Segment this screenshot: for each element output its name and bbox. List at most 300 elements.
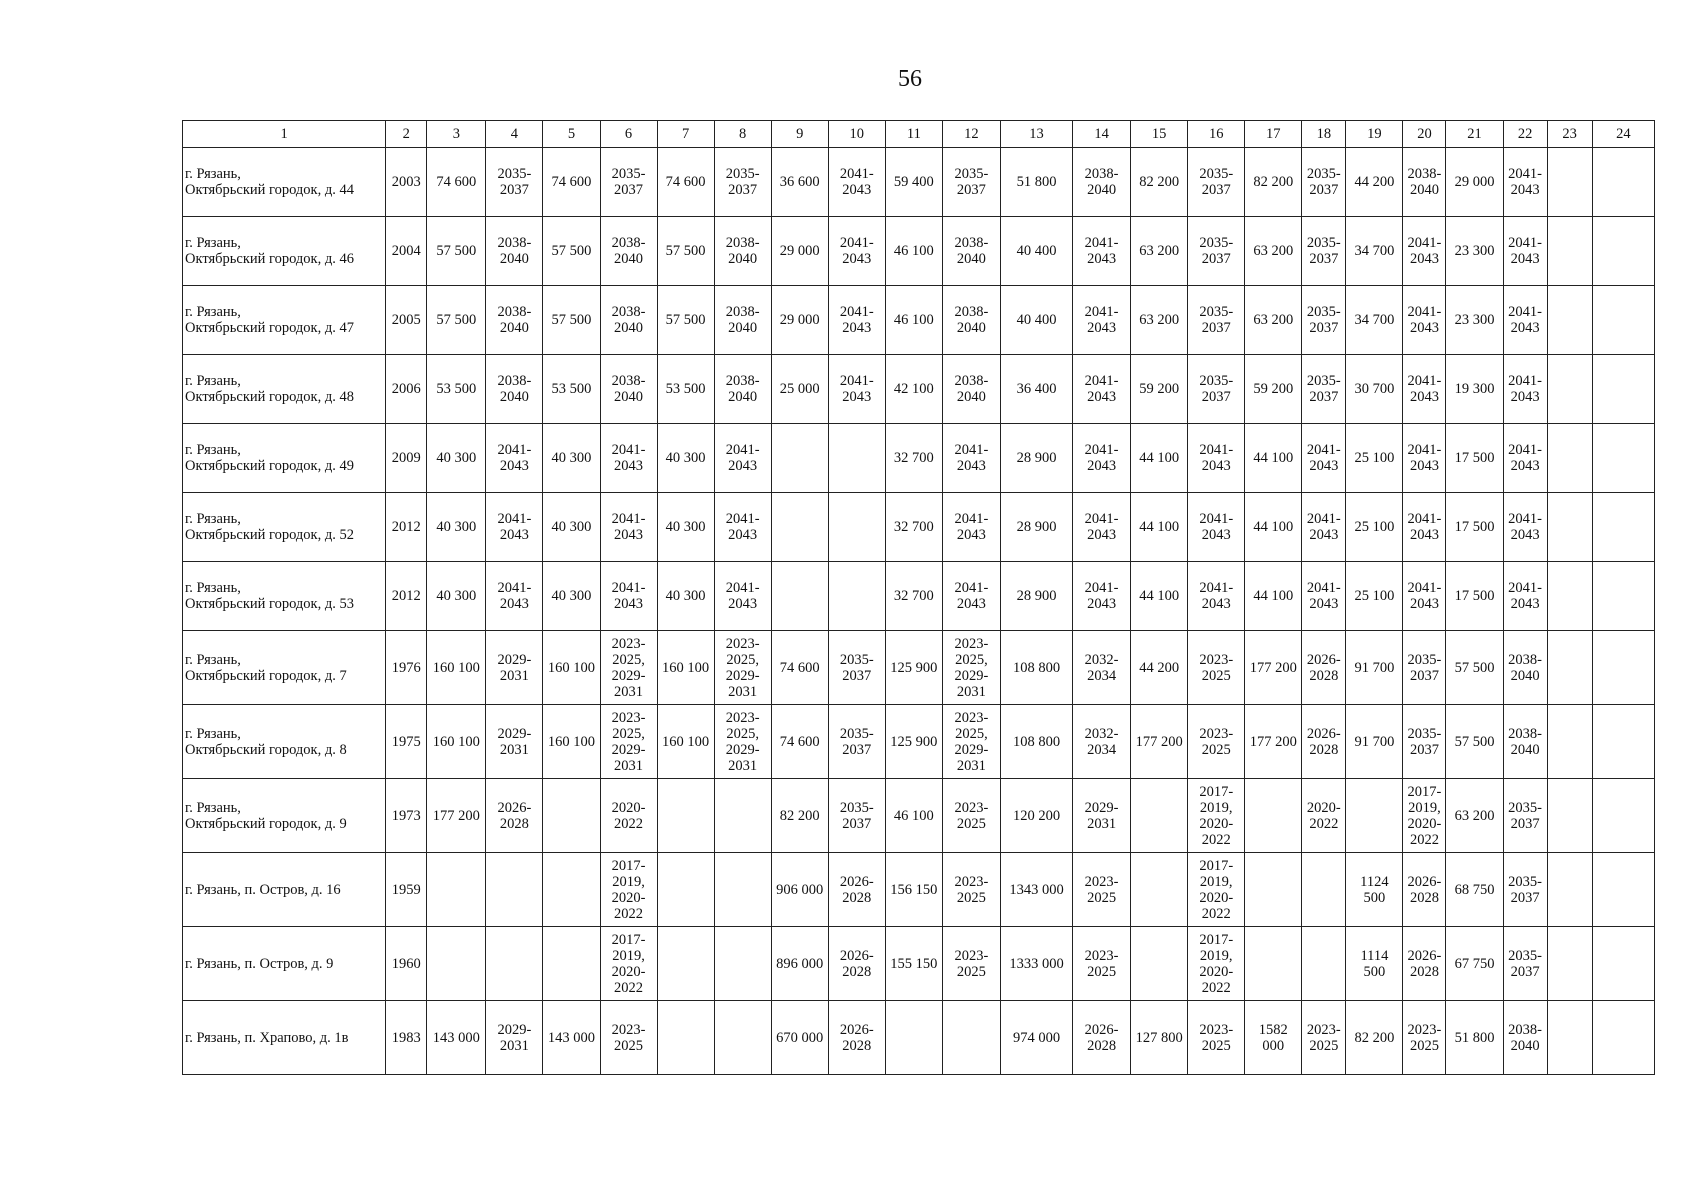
header-cell: 21 bbox=[1446, 121, 1503, 148]
table-cell: 2029- 2031 bbox=[1073, 779, 1131, 853]
table-cell bbox=[1245, 927, 1302, 1001]
table-cell: 44 200 bbox=[1346, 148, 1403, 217]
table-cell: 2029- 2031 bbox=[486, 631, 543, 705]
table-cell: 2003 bbox=[386, 148, 427, 217]
table-row bbox=[183, 148, 1655, 217]
table-cell: 2023- 2025 bbox=[1073, 927, 1131, 1001]
table-cell: 53 500 bbox=[657, 355, 714, 424]
table-cell: 32 700 bbox=[885, 493, 942, 562]
table-cell: 2041- 2043 bbox=[1403, 217, 1446, 286]
table-cell: 2041- 2043 bbox=[1188, 562, 1245, 631]
table-cell: 82 200 bbox=[1131, 148, 1188, 217]
table-cell: 51 800 bbox=[1000, 148, 1072, 217]
table-cell: 2035- 2037 bbox=[1503, 927, 1547, 1001]
table-cell bbox=[714, 853, 771, 927]
table-cell: 40 300 bbox=[427, 493, 486, 562]
table-cell: 25 100 bbox=[1346, 424, 1403, 493]
table-cell: 74 600 bbox=[771, 631, 828, 705]
table-cell: 2035- 2037 bbox=[486, 148, 543, 217]
page-number: 56 bbox=[898, 66, 922, 92]
table-cell: 2038- 2040 bbox=[600, 355, 657, 424]
table-cell: 896 000 bbox=[771, 927, 828, 1001]
table-cell: 44 100 bbox=[1245, 562, 1302, 631]
header-cell: 2 bbox=[386, 121, 427, 148]
table-cell: 2032- 2034 bbox=[1073, 631, 1131, 705]
address-cell: г. Рязань, Октябрьский городок, д. 49 bbox=[183, 424, 386, 493]
table-cell: 2041- 2043 bbox=[1188, 424, 1245, 493]
table-cell: 2041- 2043 bbox=[1503, 286, 1547, 355]
table-cell: 2041- 2043 bbox=[942, 493, 1000, 562]
table-cell bbox=[486, 927, 543, 1001]
table-cell: 2017- 2019, 2020- 2022 bbox=[1188, 927, 1245, 1001]
table-cell: 44 100 bbox=[1131, 562, 1188, 631]
table-cell: 2041- 2043 bbox=[1403, 286, 1446, 355]
table-cell bbox=[1547, 1001, 1592, 1075]
header-cell: 24 bbox=[1592, 121, 1654, 148]
table-cell: 2023- 2025, 2029- 2031 bbox=[600, 705, 657, 779]
table-cell: 2035- 2037 bbox=[1302, 355, 1346, 424]
address-cell: г. Рязань, Октябрьский городок, д. 7 bbox=[183, 631, 386, 705]
table-cell bbox=[1547, 286, 1592, 355]
table-cell: 23 300 bbox=[1446, 286, 1503, 355]
table-cell: 125 900 bbox=[885, 705, 942, 779]
table-cell: 160 100 bbox=[657, 705, 714, 779]
table-cell: 59 400 bbox=[885, 148, 942, 217]
table-cell: 2023- 2025 bbox=[942, 853, 1000, 927]
table-cell: 2041- 2043 bbox=[1503, 148, 1547, 217]
table-cell: 2041- 2043 bbox=[1188, 493, 1245, 562]
table-cell: 2041- 2043 bbox=[1073, 355, 1131, 424]
table-cell: 2041- 2043 bbox=[714, 493, 771, 562]
table-cell: 2035- 2037 bbox=[714, 148, 771, 217]
table-cell bbox=[771, 562, 828, 631]
table-cell: 28 900 bbox=[1000, 562, 1072, 631]
table-cell: 68 750 bbox=[1446, 853, 1503, 927]
table-cell bbox=[1547, 148, 1592, 217]
table-row bbox=[183, 1001, 1655, 1075]
table-cell: 1124 500 bbox=[1346, 853, 1403, 927]
table-cell: 44 100 bbox=[1245, 424, 1302, 493]
table-cell: 2029- 2031 bbox=[486, 1001, 543, 1075]
table-cell: 2041- 2043 bbox=[828, 148, 885, 217]
table-cell: 2038- 2040 bbox=[486, 217, 543, 286]
header-cell: 4 bbox=[486, 121, 543, 148]
table-cell: 127 800 bbox=[1131, 1001, 1188, 1075]
table-cell: 2038- 2040 bbox=[486, 355, 543, 424]
table-cell: 670 000 bbox=[771, 1001, 828, 1075]
table-cell: 57 500 bbox=[657, 217, 714, 286]
table-row bbox=[183, 493, 1655, 562]
table-cell: 44 100 bbox=[1131, 424, 1188, 493]
table-cell: 2041- 2043 bbox=[1073, 286, 1131, 355]
table-cell: 155 150 bbox=[885, 927, 942, 1001]
table-cell: 91 700 bbox=[1346, 631, 1403, 705]
table-cell: 57 500 bbox=[427, 286, 486, 355]
table-cell bbox=[1547, 631, 1592, 705]
table-cell: 2023- 2025 bbox=[1403, 1001, 1446, 1075]
table-cell: 2038- 2040 bbox=[714, 286, 771, 355]
table-cell: 17 500 bbox=[1446, 424, 1503, 493]
table-row bbox=[183, 424, 1655, 493]
table-cell bbox=[1547, 217, 1592, 286]
table-cell: 177 200 bbox=[1245, 631, 1302, 705]
header-cell: 15 bbox=[1131, 121, 1188, 148]
table-cell bbox=[1547, 779, 1592, 853]
address-cell: г. Рязань, Октябрьский городок, д. 9 bbox=[183, 779, 386, 853]
table-cell: 1973 bbox=[386, 779, 427, 853]
table-cell bbox=[657, 1001, 714, 1075]
address-cell: г. Рязань, Октябрьский городок, д. 53 bbox=[183, 562, 386, 631]
table-cell: 2041- 2043 bbox=[1073, 493, 1131, 562]
header-cell: 6 bbox=[600, 121, 657, 148]
table-row bbox=[183, 562, 1655, 631]
table-cell bbox=[543, 853, 600, 927]
table-cell: 74 600 bbox=[657, 148, 714, 217]
table-cell bbox=[828, 424, 885, 493]
table-cell: 2017- 2019, 2020- 2022 bbox=[600, 853, 657, 927]
table-cell: 63 200 bbox=[1131, 217, 1188, 286]
table-cell bbox=[1547, 424, 1592, 493]
table-cell: 2035- 2037 bbox=[1302, 217, 1346, 286]
table-cell: 108 800 bbox=[1000, 705, 1072, 779]
address-cell: г. Рязань, п. Остров, д. 16 bbox=[183, 853, 386, 927]
table-cell: 120 200 bbox=[1000, 779, 1072, 853]
table-cell bbox=[486, 853, 543, 927]
table-cell: 40 300 bbox=[427, 424, 486, 493]
header-cell: 18 bbox=[1302, 121, 1346, 148]
table-cell: 2005 bbox=[386, 286, 427, 355]
table-cell: 28 900 bbox=[1000, 424, 1072, 493]
table-cell: 2038- 2040 bbox=[1503, 631, 1547, 705]
header-cell: 10 bbox=[828, 121, 885, 148]
table-cell: 108 800 bbox=[1000, 631, 1072, 705]
table-cell: 2026- 2028 bbox=[1073, 1001, 1131, 1075]
table-cell bbox=[657, 927, 714, 1001]
table-cell bbox=[1245, 853, 1302, 927]
table-cell bbox=[1592, 217, 1654, 286]
table-row bbox=[183, 355, 1655, 424]
table-cell: 2026- 2028 bbox=[1403, 853, 1446, 927]
table-cell: 57 500 bbox=[657, 286, 714, 355]
table-cell bbox=[427, 927, 486, 1001]
table-cell: 2023- 2025 bbox=[1073, 853, 1131, 927]
table-cell: 67 750 bbox=[1446, 927, 1503, 1001]
table-cell: 2041- 2043 bbox=[600, 424, 657, 493]
table-cell bbox=[828, 562, 885, 631]
header-cell: 16 bbox=[1188, 121, 1245, 148]
table-cell: 1960 bbox=[386, 927, 427, 1001]
table-cell: 2023- 2025, 2029- 2031 bbox=[942, 705, 1000, 779]
table-cell: 32 700 bbox=[885, 562, 942, 631]
table-cell: 40 400 bbox=[1000, 286, 1072, 355]
table-cell bbox=[828, 493, 885, 562]
table-cell: 2035- 2037 bbox=[828, 779, 885, 853]
table-cell: 2041- 2043 bbox=[1302, 562, 1346, 631]
table-cell: 40 400 bbox=[1000, 217, 1072, 286]
table-row bbox=[183, 927, 1655, 1001]
table-cell bbox=[1592, 562, 1654, 631]
table-cell: 2035- 2037 bbox=[942, 148, 1000, 217]
table-cell: 2023- 2025 bbox=[1188, 1001, 1245, 1075]
table-cell: 51 800 bbox=[1446, 1001, 1503, 1075]
table-cell bbox=[1547, 355, 1592, 424]
table-cell: 1975 bbox=[386, 705, 427, 779]
table-cell: 2041- 2043 bbox=[828, 286, 885, 355]
table-cell: 46 100 bbox=[885, 286, 942, 355]
table-cell: 2038- 2040 bbox=[1073, 148, 1131, 217]
table-cell: 29 000 bbox=[771, 217, 828, 286]
table-cell: 2006 bbox=[386, 355, 427, 424]
table-cell: 2041- 2043 bbox=[600, 493, 657, 562]
table-cell: 2035- 2037 bbox=[1188, 217, 1245, 286]
table-cell: 2038- 2040 bbox=[600, 217, 657, 286]
table-cell: 2035- 2037 bbox=[1188, 148, 1245, 217]
table-cell: 2004 bbox=[386, 217, 427, 286]
table-cell: 2041- 2043 bbox=[1403, 562, 1446, 631]
table-cell bbox=[1245, 779, 1302, 853]
table-cell: 1333 000 bbox=[1000, 927, 1072, 1001]
table-cell: 2038- 2040 bbox=[942, 286, 1000, 355]
table-cell: 2023- 2025 bbox=[1302, 1001, 1346, 1075]
table-cell: 19 300 bbox=[1446, 355, 1503, 424]
table-cell bbox=[1547, 562, 1592, 631]
table-cell: 82 200 bbox=[1346, 1001, 1403, 1075]
table-cell: 2041- 2043 bbox=[1503, 562, 1547, 631]
table-cell bbox=[1302, 927, 1346, 1001]
header-cell: 17 bbox=[1245, 121, 1302, 148]
table-cell: 2035- 2037 bbox=[1302, 148, 1346, 217]
table-cell bbox=[1131, 779, 1188, 853]
table-cell: 42 100 bbox=[885, 355, 942, 424]
table-cell: 53 500 bbox=[427, 355, 486, 424]
table-cell: 25 100 bbox=[1346, 562, 1403, 631]
table-cell: 2023- 2025, 2029- 2031 bbox=[942, 631, 1000, 705]
table-cell: 2035- 2037 bbox=[1188, 286, 1245, 355]
table-cell bbox=[1592, 927, 1654, 1001]
table-cell: 2023- 2025, 2029- 2031 bbox=[600, 631, 657, 705]
table-cell: 63 200 bbox=[1245, 286, 1302, 355]
table-cell: 2020- 2022 bbox=[1302, 779, 1346, 853]
table-cell: 74 600 bbox=[771, 705, 828, 779]
table-cell: 2023- 2025 bbox=[600, 1001, 657, 1075]
table-cell: 2023- 2025, 2029- 2031 bbox=[714, 705, 771, 779]
address-cell: г. Рязань, Октябрьский городок, д. 44 bbox=[183, 148, 386, 217]
table-cell: 2035- 2037 bbox=[828, 631, 885, 705]
table-cell: 906 000 bbox=[771, 853, 828, 927]
table-cell: 2012 bbox=[386, 493, 427, 562]
table-cell: 2038- 2040 bbox=[714, 355, 771, 424]
table-cell: 40 300 bbox=[657, 562, 714, 631]
table-cell: 44 100 bbox=[1245, 493, 1302, 562]
table-cell: 53 500 bbox=[543, 355, 600, 424]
table-cell: 2038- 2040 bbox=[942, 217, 1000, 286]
table-cell bbox=[1592, 148, 1654, 217]
header-cell: 9 bbox=[771, 121, 828, 148]
table-cell bbox=[714, 779, 771, 853]
table-cell: 2041- 2043 bbox=[1302, 424, 1346, 493]
table-cell: 2032- 2034 bbox=[1073, 705, 1131, 779]
table-cell: 160 100 bbox=[543, 631, 600, 705]
table-cell: 91 700 bbox=[1346, 705, 1403, 779]
table-cell: 160 100 bbox=[657, 631, 714, 705]
table-cell: 46 100 bbox=[885, 779, 942, 853]
address-cell: г. Рязань, Октябрьский городок, д. 47 bbox=[183, 286, 386, 355]
table-cell: 57 500 bbox=[1446, 631, 1503, 705]
table-cell bbox=[771, 424, 828, 493]
table-cell: 59 200 bbox=[1245, 355, 1302, 424]
table-cell bbox=[1592, 286, 1654, 355]
address-cell: г. Рязань, п. Храпово, д. 1в bbox=[183, 1001, 386, 1075]
table-cell: 177 200 bbox=[1245, 705, 1302, 779]
table-cell: 1114 500 bbox=[1346, 927, 1403, 1001]
table-cell bbox=[1592, 705, 1654, 779]
address-cell: г. Рязань, Октябрьский городок, д. 48 bbox=[183, 355, 386, 424]
table-cell: 177 200 bbox=[427, 779, 486, 853]
address-cell: г. Рязань, п. Остров, д. 9 bbox=[183, 927, 386, 1001]
table-cell: 2023- 2025 bbox=[1188, 705, 1245, 779]
table-cell: 2038- 2040 bbox=[1503, 1001, 1547, 1075]
table-cell: 17 500 bbox=[1446, 562, 1503, 631]
table-row bbox=[183, 705, 1655, 779]
table-row bbox=[183, 217, 1655, 286]
table-cell: 74 600 bbox=[427, 148, 486, 217]
table-cell: 34 700 bbox=[1346, 286, 1403, 355]
table-cell: 57 500 bbox=[543, 217, 600, 286]
table-cell: 2041- 2043 bbox=[714, 562, 771, 631]
table-cell: 143 000 bbox=[543, 1001, 600, 1075]
table-cell: 974 000 bbox=[1000, 1001, 1072, 1075]
table-cell: 2029- 2031 bbox=[486, 705, 543, 779]
table-cell: 2035- 2037 bbox=[1403, 705, 1446, 779]
table-cell: 40 300 bbox=[657, 424, 714, 493]
table-cell: 29 000 bbox=[1446, 148, 1503, 217]
table-cell: 2026- 2028 bbox=[486, 779, 543, 853]
table-cell: 177 200 bbox=[1131, 705, 1188, 779]
table-cell: 2026- 2028 bbox=[1302, 705, 1346, 779]
table-cell: 2026- 2028 bbox=[1403, 927, 1446, 1001]
table-cell: 17 500 bbox=[1446, 493, 1503, 562]
table-cell: 40 300 bbox=[657, 493, 714, 562]
table-cell: 2041- 2043 bbox=[942, 562, 1000, 631]
table-cell: 160 100 bbox=[427, 631, 486, 705]
table-cell: 160 100 bbox=[427, 705, 486, 779]
table-cell: 2041- 2043 bbox=[486, 424, 543, 493]
table-cell: 2041- 2043 bbox=[942, 424, 1000, 493]
table-cell bbox=[1592, 853, 1654, 927]
table-cell: 2041- 2043 bbox=[600, 562, 657, 631]
table-cell: 2041- 2043 bbox=[486, 493, 543, 562]
table-cell: 2041- 2043 bbox=[1503, 217, 1547, 286]
table-cell: 57 500 bbox=[543, 286, 600, 355]
table-cell: 25 000 bbox=[771, 355, 828, 424]
table-cell: 59 200 bbox=[1131, 355, 1188, 424]
table-cell: 2017- 2019, 2020- 2022 bbox=[1188, 779, 1245, 853]
table-cell: 2017- 2019, 2020- 2022 bbox=[600, 927, 657, 1001]
table-cell bbox=[1592, 424, 1654, 493]
table-cell: 2041- 2043 bbox=[1403, 493, 1446, 562]
table-cell bbox=[1547, 927, 1592, 1001]
table-cell bbox=[1547, 493, 1592, 562]
table-cell: 74 600 bbox=[543, 148, 600, 217]
header-cell: 14 bbox=[1073, 121, 1131, 148]
table-cell bbox=[543, 927, 600, 1001]
table-cell: 46 100 bbox=[885, 217, 942, 286]
table-cell: 63 200 bbox=[1446, 779, 1503, 853]
table-cell: 40 300 bbox=[543, 424, 600, 493]
header-cell: 12 bbox=[942, 121, 1000, 148]
table-cell: 2038- 2040 bbox=[1403, 148, 1446, 217]
table-cell: 143 000 bbox=[427, 1001, 486, 1075]
header-cell: 7 bbox=[657, 121, 714, 148]
table-cell: 40 300 bbox=[543, 493, 600, 562]
table-cell bbox=[1131, 927, 1188, 1001]
address-cell: г. Рязань, Октябрьский городок, д. 52 bbox=[183, 493, 386, 562]
table-cell: 2038- 2040 bbox=[600, 286, 657, 355]
table-cell: 2023- 2025, 2029- 2031 bbox=[714, 631, 771, 705]
table-cell bbox=[1592, 779, 1654, 853]
table-cell: 2035- 2037 bbox=[1188, 355, 1245, 424]
table-row bbox=[183, 853, 1655, 927]
table-cell: 2041- 2043 bbox=[1302, 493, 1346, 562]
table-cell: 2020- 2022 bbox=[600, 779, 657, 853]
table-cell bbox=[1592, 631, 1654, 705]
table-cell: 2026- 2028 bbox=[1302, 631, 1346, 705]
table-cell: 28 900 bbox=[1000, 493, 1072, 562]
table-cell: 29 000 bbox=[771, 286, 828, 355]
header-cell: 5 bbox=[543, 121, 600, 148]
table-cell: 2038- 2040 bbox=[714, 217, 771, 286]
table-cell: 2041- 2043 bbox=[1403, 355, 1446, 424]
table-cell: 2038- 2040 bbox=[486, 286, 543, 355]
table-cell: 2035- 2037 bbox=[1503, 779, 1547, 853]
table-cell bbox=[427, 853, 486, 927]
table-cell: 36 600 bbox=[771, 148, 828, 217]
table-cell bbox=[771, 493, 828, 562]
table-cell bbox=[1592, 493, 1654, 562]
table-cell bbox=[942, 1001, 1000, 1075]
table-cell: 125 900 bbox=[885, 631, 942, 705]
table-cell: 82 200 bbox=[1245, 148, 1302, 217]
table-cell: 1343 000 bbox=[1000, 853, 1072, 927]
header-cell: 8 bbox=[714, 121, 771, 148]
table-cell: 1976 bbox=[386, 631, 427, 705]
table-cell: 2041- 2043 bbox=[1073, 217, 1131, 286]
header-row bbox=[183, 121, 1655, 148]
table-cell: 32 700 bbox=[885, 424, 942, 493]
table-cell bbox=[714, 1001, 771, 1075]
table-cell: 36 400 bbox=[1000, 355, 1072, 424]
table-cell bbox=[1592, 355, 1654, 424]
table-cell: 2009 bbox=[386, 424, 427, 493]
address-cell: г. Рязань, Октябрьский городок, д. 8 bbox=[183, 705, 386, 779]
header-cell: 23 bbox=[1547, 121, 1592, 148]
table-cell: 57 500 bbox=[427, 217, 486, 286]
table-cell bbox=[1547, 705, 1592, 779]
table-cell: 2035- 2037 bbox=[1302, 286, 1346, 355]
table-cell: 23 300 bbox=[1446, 217, 1503, 286]
table-cell: 2026- 2028 bbox=[828, 1001, 885, 1075]
table-cell: 63 200 bbox=[1131, 286, 1188, 355]
table-cell: 40 300 bbox=[427, 562, 486, 631]
header-cell: 22 bbox=[1503, 121, 1547, 148]
data-table bbox=[182, 120, 1655, 1075]
header-cell: 19 bbox=[1346, 121, 1403, 148]
table-cell: 2012 bbox=[386, 562, 427, 631]
address-cell: г. Рязань, Октябрьский городок, д. 46 bbox=[183, 217, 386, 286]
table-cell: 2017- 2019, 2020- 2022 bbox=[1403, 779, 1446, 853]
table-cell: 2041- 2043 bbox=[1503, 493, 1547, 562]
table-cell: 2023- 2025 bbox=[942, 779, 1000, 853]
